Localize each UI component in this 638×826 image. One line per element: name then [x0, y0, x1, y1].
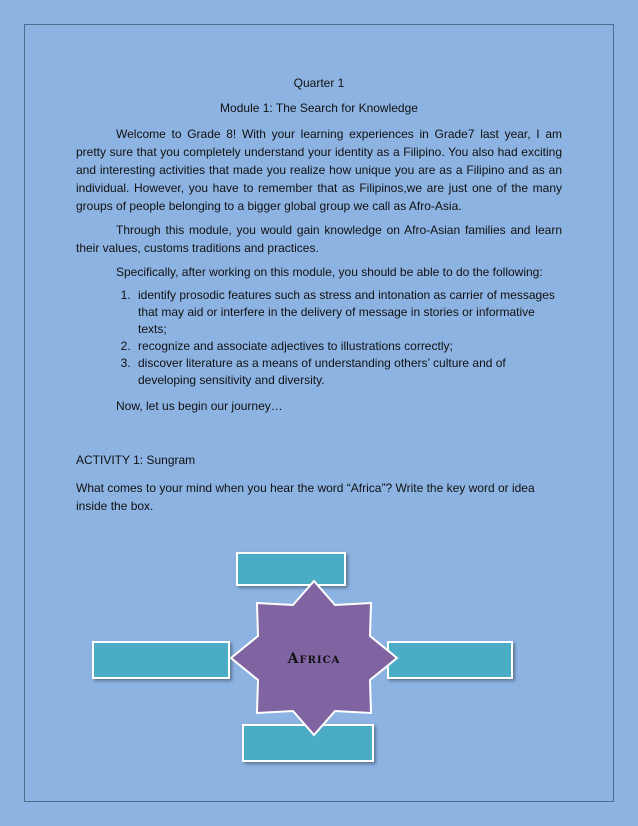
answer-box-left[interactable]	[92, 641, 230, 679]
objective-item: 3. discover literature as a means of understanding others’ culture and of developing sensitivity and diversity.	[134, 355, 562, 389]
intro-paragraph: Welcome to Grade 8! With your learning experiences in Grade7 last year, I am pretty sure that you completely understand your identity as a Filipino. You also had exciting and interesting activities that made you realize how unique you are as a Filipino and as an individual. However, you have to remember that as Filipinos,we are just one of the many groups of people belonging to a bigger global group we call as Afro-Asia.	[76, 127, 562, 213]
objectives-intro: Specifically, after working on this module, you should be able to do the following:	[116, 265, 543, 279]
objective-item: 2. recognize and associate adjectives to illustrations correctly;	[134, 338, 562, 355]
answer-box-right[interactable]	[387, 641, 513, 679]
objective-item: 1. identify prosodic features such as stress and intonation as carrier of messages that may aid or interfere in the delivery of message in stories or informative texts;	[134, 287, 562, 338]
module-content	[76, 74, 562, 515]
module-heading: Module 1: The Search for Knowledge	[220, 101, 418, 115]
activity-title: ACTIVITY 1: Sungram	[76, 453, 196, 467]
africa-label: Africa	[287, 651, 341, 667]
module-overview-paragraph: Through this module, you would gain knowledge on Afro-Asian families and learn their values, customs traditions and practices.	[76, 223, 562, 255]
activity-question: What comes to your mind when you hear the word “Africa”? Write the key word or idea inside the box.	[76, 481, 535, 513]
closing-line: Now, let us begin our journey…	[116, 399, 283, 413]
objectives-list	[76, 287, 562, 389]
quarter-heading: Quarter 1	[293, 76, 345, 90]
